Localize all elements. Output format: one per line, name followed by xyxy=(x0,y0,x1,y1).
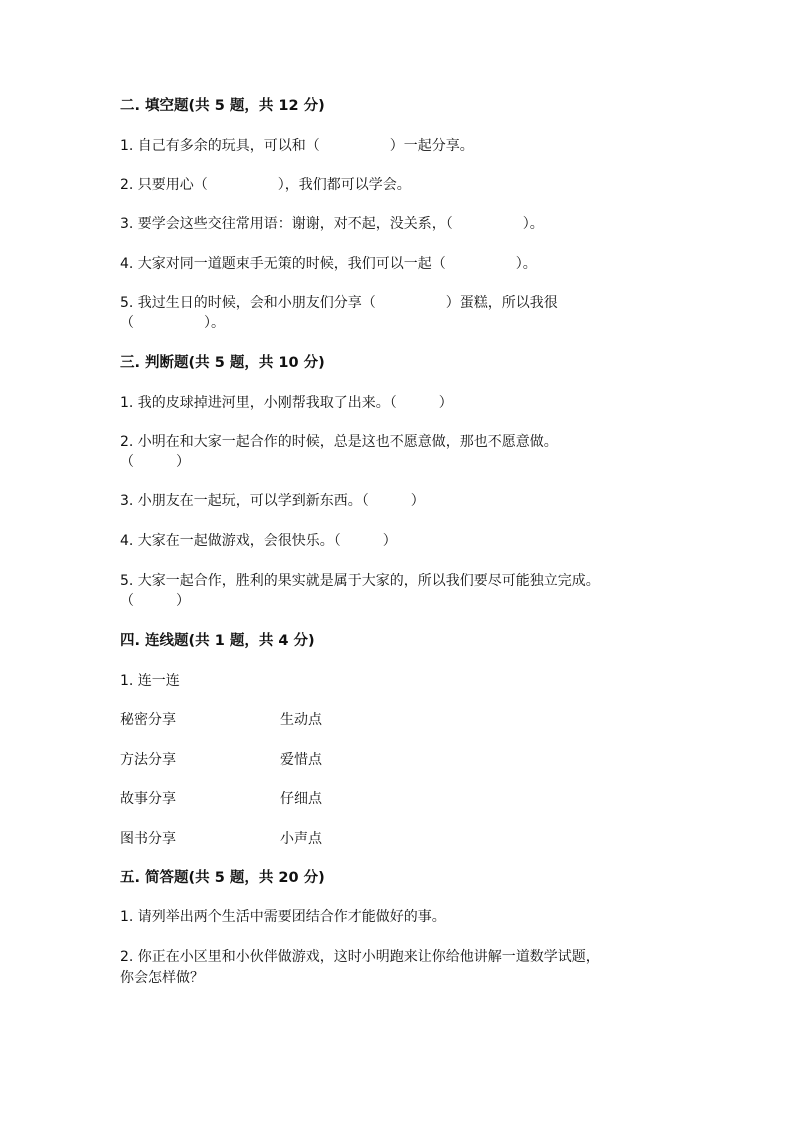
question-5-2-line1: 2. 你正在小区里和小伙伴做游戏，这时小明跑来让你给他讲解一道数学试题， xyxy=(120,949,600,965)
match-left-item: 故事分享 xyxy=(120,791,176,807)
section-heading-short-answer: 五. 简答题(共 5 题，共 20 分) xyxy=(120,870,325,886)
question-3-5-line2: （ ） xyxy=(120,593,190,609)
question-2-5-line1: 5. 我过生日的时候，会和小朋友们分享（ ）蛋糕，所以我很 xyxy=(120,295,558,311)
question-3-2-line2: （ ） xyxy=(120,454,190,470)
question-5-2-line2: 你会怎样做？ xyxy=(120,970,204,986)
question-2-2: 2. 只要用心（ ），我们都可以学会。 xyxy=(120,177,411,193)
section-heading-fill-in: 二. 填空题(共 5 题，共 12 分) xyxy=(120,98,325,114)
question-2-5-line2: （ ）。 xyxy=(120,315,225,331)
match-left-item: 图书分享 xyxy=(120,831,176,847)
match-right-item: 生动点 xyxy=(280,712,322,728)
question-3-5-line1: 5. 大家一起合作，胜利的果实就是属于大家的，所以我们要尽可能独立完成。 xyxy=(120,573,600,589)
section-heading-true-false: 三. 判断题(共 5 题，共 10 分) xyxy=(120,355,325,371)
question-4-1: 1. 连一连 xyxy=(120,673,180,689)
question-3-3: 3. 小朋友在一起玩，可以学到新东西。（ ） xyxy=(120,493,425,509)
question-3-1: 1. 我的皮球掉进河里，小刚帮我取了出来。（ ） xyxy=(120,395,453,411)
match-left-item: 方法分享 xyxy=(120,752,176,768)
match-right-item: 爱惜点 xyxy=(280,752,322,768)
question-3-2-line1: 2. 小明在和大家一起合作的时候，总是这也不愿意做，那也不愿意做。 xyxy=(120,434,558,450)
section-heading-matching: 四. 连线题(共 1 题，共 4 分) xyxy=(120,633,315,649)
question-2-3: 3. 要学会这些交往常用语：谢谢，对不起，没关系，（ ）。 xyxy=(120,216,544,232)
question-5-1: 1. 请列举出两个生活中需要团结合作才能做好的事。 xyxy=(120,909,446,925)
question-2-1: 1. 自己有多余的玩具，可以和（ ）一起分享。 xyxy=(120,138,474,154)
match-right-item: 仔细点 xyxy=(280,791,322,807)
question-3-4: 4. 大家在一起做游戏，会很快乐。（ ） xyxy=(120,533,397,549)
match-left-item: 秘密分享 xyxy=(120,712,176,728)
question-2-4: 4. 大家对同一道题束手无策的时候，我们可以一起（ ）。 xyxy=(120,256,537,272)
match-right-item: 小声点 xyxy=(280,831,322,847)
